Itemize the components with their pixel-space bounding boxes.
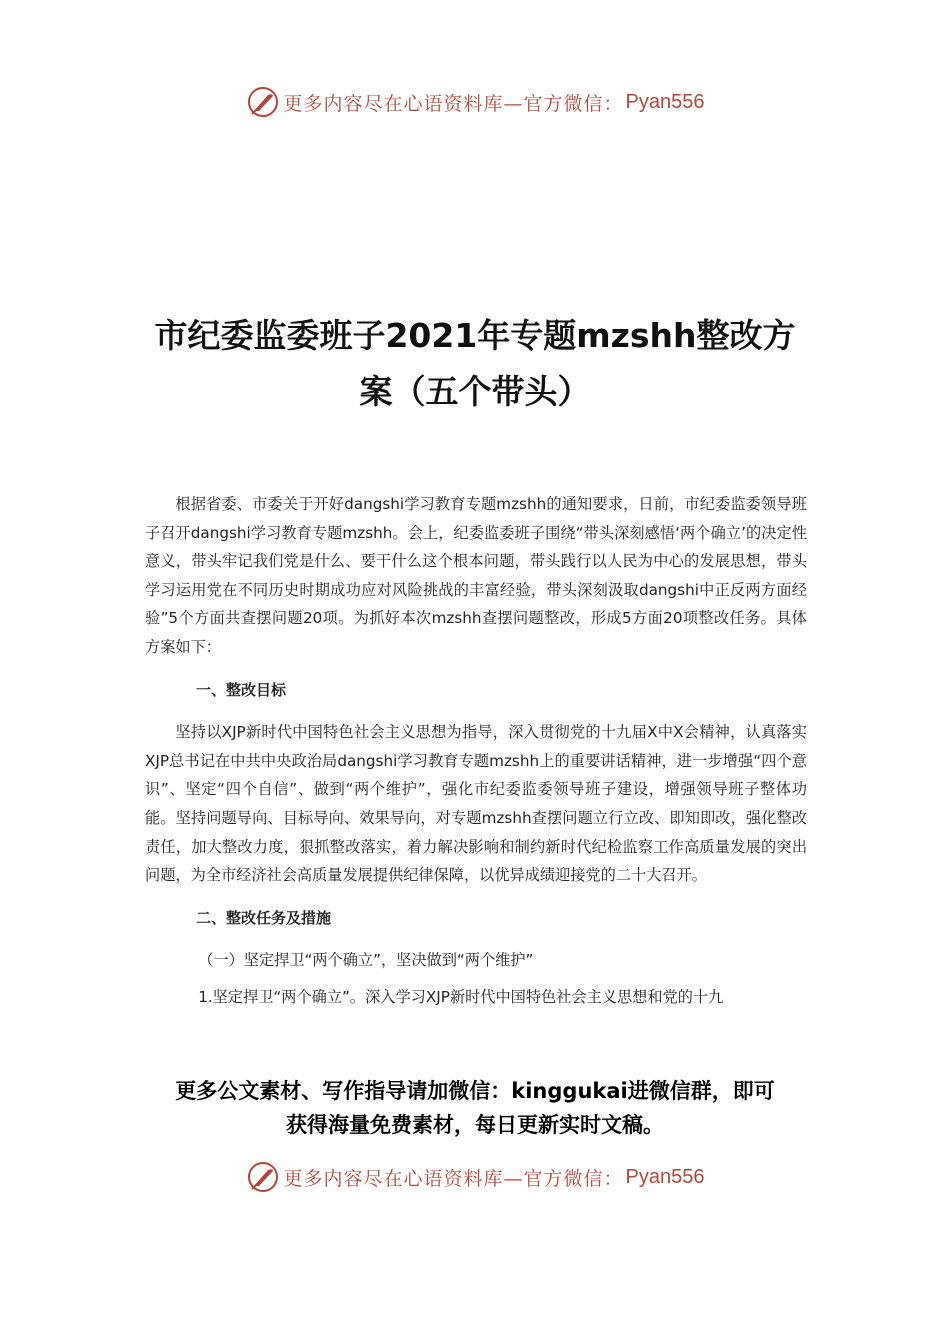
promo-banner <box>120 1074 830 1142</box>
title-line-1: 市纪委监委班子2021年专题mzshh整改方 <box>154 316 796 355</box>
watermark-text: 更多内容尽在心语资料库—官方微信： <box>283 1167 624 1190</box>
watermark-wechat-id: Pyan556 <box>625 1165 705 1188</box>
subsection-heading-1: （一）坚定捍卫“两个确立”，坚决做到“两个维护” <box>198 951 534 970</box>
promo-line-1: 更多公文素材、写作指导请加微信：kinggukai进微信群，即可 <box>175 1079 775 1103</box>
watermark-wechat-id: Pyan556 <box>625 90 705 113</box>
document-title <box>130 308 820 420</box>
title-line-2: 案（五个带头） <box>359 372 591 411</box>
watermark-footer <box>0 1157 950 1197</box>
document-body <box>145 490 807 1012</box>
item-1: 1.坚定捍卫“两个确立”。深入学习XJP新时代中国特色社会主义思想和党的十九 <box>198 987 724 1006</box>
watermark-header <box>0 82 950 122</box>
section-heading-2: 二、整改任务及措施 <box>196 908 332 927</box>
quill-logo-icon <box>246 1160 280 1194</box>
intro-paragraph: 根据省委、市委关于开好dangshi学习教育专题mzshh的通知要求，日前，市纪委监委领导班子召开dangshi学习教育专题mzshh。会上，纪委监委班子围绕“带头深刻感悟‘两个确立’的决定性意义，带头牢记我们党是什么、要干什么这个根本问题，带头践行以人民为中心的发展思想，带头学习运用党在不同历史时期成功应对风险挑战的丰富经验，带头深刻汲取dangshi中正反两方面经验”5个方面共查摆问题20项。为抓好本次mzshh查摆问题整改，形成5方面20项整改任务。具体方案如下： <box>145 495 807 656</box>
watermark-text: 更多内容尽在心语资料库—官方微信： <box>283 92 624 115</box>
promo-line-2: 获得海量免费素材，每日更新实时文稿。 <box>286 1113 664 1137</box>
quill-logo-icon <box>246 85 280 119</box>
goal-paragraph: 坚持以XJP新时代中国特色社会主义思想为指导，深入贯彻党的十九届X中X会精神，认真落实XJP总书记在中共中央政治局dangshi学习教育专题mzshh上的重要讲话精神，进一步增强“四个意识”、坚定“四个自信”、做到“两个维护”，强化市纪委监委领导班子建设，增强领导班子整体功能。坚持问题导向、目标导向、效果导向，对专题mzshh查摆问题立行立改、即知即改，强化整改责任，加大整改力度，狠抓整改落实，着力解决影响和制约新时代纪检监察工作高质量发展的突出问题，为全市经济社会高质量发展提供纪律保障，以优异成绩迎接党的二十大召开。 <box>145 723 807 885</box>
section-heading-1: 一、整改目标 <box>196 680 287 699</box>
